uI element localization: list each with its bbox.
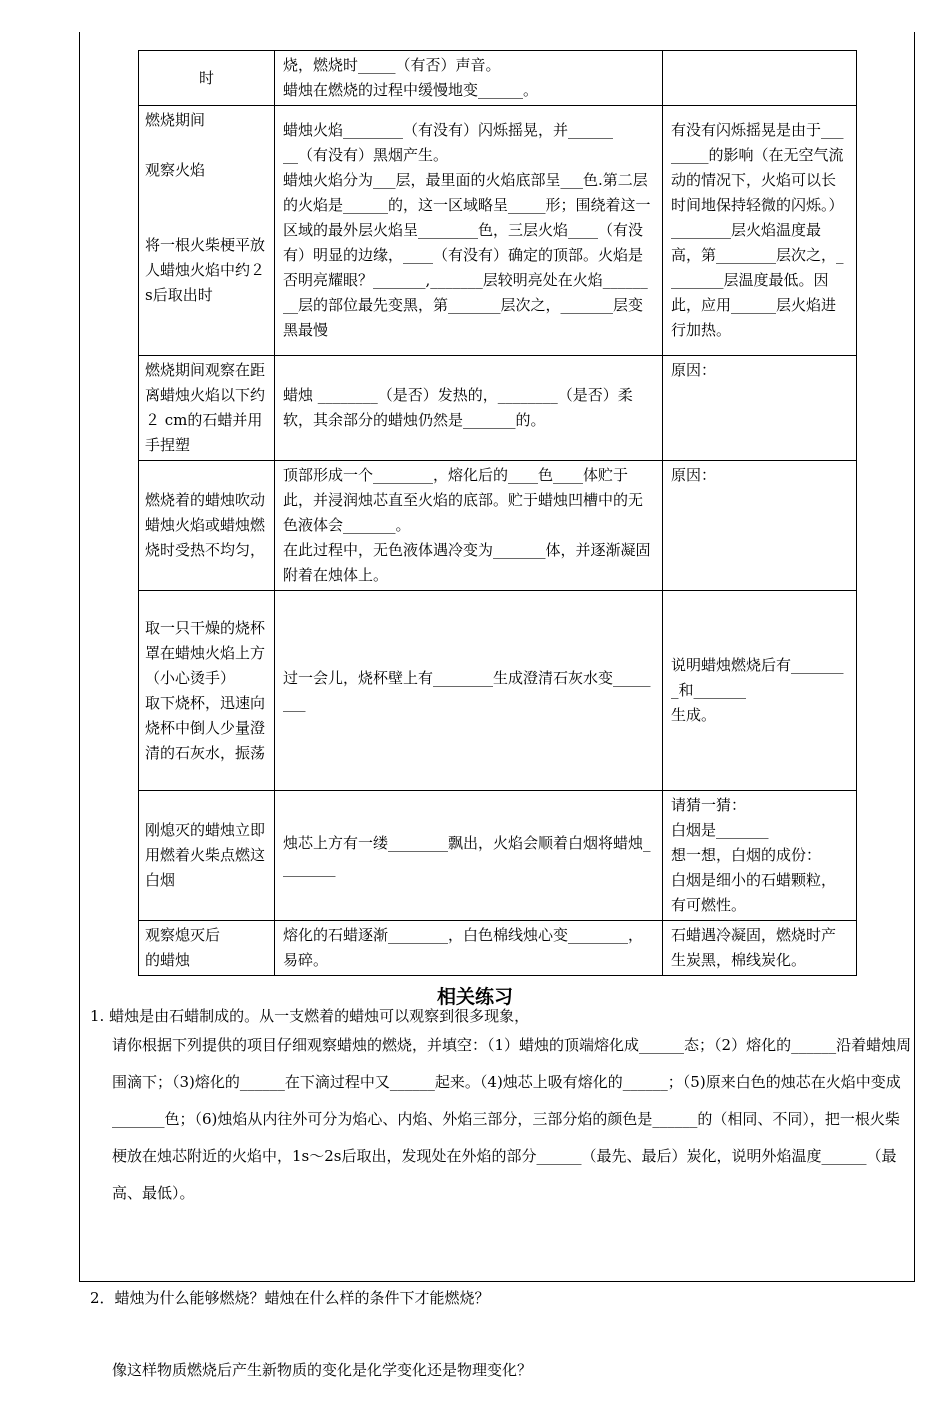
row-explanation-cell — [663, 51, 857, 106]
row-phenomenon-cell: 过一会儿，烧杯壁上有________生成澄清石灰水变________ — [275, 591, 663, 791]
row-phenomenon-cell: 烛芯上方有一缕________飘出，火焰会顺着白烟将蜡烛________ — [275, 791, 663, 921]
row-explanation-cell: 说明蜡烛燃烧后有________和_______ 生成。 — [663, 591, 857, 791]
row-explanation-cell: 有没有闪烁摇晃是由于________的影响（在无空气流动的情况下，火焰可以长时间地保持轻微的闪烁。） ________层火焰温度最高，第________层次之，________层温度最低。因此，应用______层火焰进行加热。 — [663, 106, 857, 356]
row-phenomenon-cell: 顶部形成一个________，熔化后的____色____体贮于此，并浸润烛芯直至火焰的底部。贮于蜡烛凹槽中的无色液体会_______。 在此过程中，无色液体遇冷变为_______体，并逐渐凝固附着在烛体上。 — [275, 461, 663, 591]
row-item-cell: 时 — [139, 51, 275, 106]
row-item-cell: 燃烧期间观察在距离蜡烛火焰以下约２ cm的石蜡并用手捏塑 — [139, 356, 275, 461]
table-row — [139, 591, 857, 791]
table-row — [139, 921, 857, 976]
table-row — [139, 106, 857, 356]
question-2 — [90, 1238, 910, 1406]
question-2-line-1: 2．蜡烛为什么能够燃烧？蜡烛在什么样的条件下才能燃烧？ — [90, 1289, 490, 1307]
row-item-cell: 燃烧着的蜡烛吹动蜡烛火焰或蜡烛燃烧时受热不均匀， — [139, 461, 275, 591]
section-title: 相关练习 — [436, 986, 513, 1008]
row-item-cell: 观察熄灭后 的蜡烛 — [139, 921, 275, 976]
observation-table — [138, 50, 857, 976]
row-item-cell: 刚熄灭的蜡烛立即用燃着火柴点燃这白烟 — [139, 791, 275, 921]
question-2-line-2: 像这样物质燃烧后产生新物质的变化是化学变化还是物理变化？ — [112, 1361, 533, 1379]
table-row — [139, 51, 857, 106]
question-1-intro: 1. 蜡烛是由石蜡制成的。从一支燃着的蜡烛可以观察到很多现象， — [90, 1007, 530, 1025]
table-row — [139, 791, 857, 921]
row-phenomenon-cell: 烧，燃烧时_____（有否）声音。 蜡烛在燃烧的过程中缓慢地变______。 — [275, 51, 663, 106]
row-explanation-cell: 原因： — [663, 356, 857, 461]
row-phenomenon-cell: 蜡烛 ________（是否）发热的，________（是否）柔软，其余部分的蜡烛仍然是_______的。 — [275, 356, 663, 461]
row-item-cell: 取一只干燥的烧杯罩在蜡烛火焰上方（小心烫手） 取下烧杯，迅速向烧杯中倒人少量澄清的石灰水，振荡 — [139, 591, 275, 791]
question-1-body: 请你根据下列提供的项目仔细观察蜡烛的燃烧，并填空：（1）蜡烛的顶端熔化成______态；（2）熔化的______沿着蜡烛周围滴下；（3)熔化的______在下滴过程中又______起来。（4)烛芯上吸有熔化的______；（5)原来白色的烛芯在火焰中变成_______色；（6)烛焰从内往外可分为焰心、内焰、外焰三部分，三部分焰的颜色是______的（相同、不同），把一根火柴梗放在烛芯附近的火焰中，1s～2s后取出，发现处在外焰的部分______（最先、最后）炭化，说明外焰温度______（最高、最低）。 — [112, 1036, 912, 1202]
row-explanation-cell: 请猜一猜： 白烟是_______ 想一想，白烟的成份： 白烟是细小的石蜡颗粒，有可燃性。 — [663, 791, 857, 921]
row-phenomenon-cell: 蜡烛火焰________（有没有）闪烁摇晃，并______ __（有没有）黑烟产生。 蜡烛火焰分为___层，最里面的火焰底部呈___色.第二层的火焰是______的，这一区域略呈_____形；围绕着这一区域的最外层火焰呈________色，三层火焰____（有没有）明显的边缘，____（有没有）确定的顶部。火焰是否明亮耀眼？_______,_______层较明亮处在火焰________层的部位最先变黑，第_______层次之，_______层变黑最慢 — [275, 106, 663, 356]
row-phenomenon-cell: 熔化的石蜡逐渐________，白色棉线烛心变________，易碎。 — [275, 921, 663, 976]
row-explanation-cell: 石蜡遇冷凝固，燃烧时产生炭黑，棉线炭化。 — [663, 921, 857, 976]
table-row — [139, 461, 857, 591]
table-row — [139, 356, 857, 461]
row-explanation-cell: 原因： — [663, 461, 857, 591]
row-item-cell: 燃烧期间 观察火焰 将一根火柴梗平放人蜡烛火焰中约２ s后取出时 — [139, 106, 275, 356]
